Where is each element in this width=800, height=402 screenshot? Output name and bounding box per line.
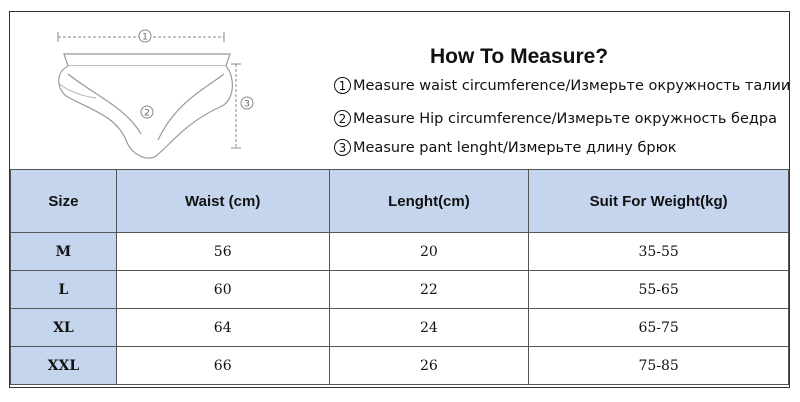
length-cell: 24 [329,309,529,347]
table-row [11,347,789,385]
step-number-badge: 1 [334,77,351,94]
instruction-text: Measure waist circumference/Измерьте окружность талии [353,77,791,94]
weight-cell: 55-65 [529,271,789,309]
page-title: How To Measure? [430,45,609,68]
how-to-measure-panel [10,12,789,170]
length-cell: 26 [329,347,529,385]
weight-cell: 65-75 [529,309,789,347]
instruction-length [334,139,677,156]
waist-cell: 60 [116,271,329,309]
weight-cell: 75-85 [529,347,789,385]
waist-cell: 64 [116,309,329,347]
table-row [11,233,789,271]
instruction-hip [334,110,777,127]
size-chart-frame [9,11,790,388]
table-row [11,271,789,309]
column-header-waist: Waist (cm) [116,170,329,233]
briefs-measurement-diagram [46,22,266,167]
column-header-length: Lenght(cm) [329,170,529,233]
length-cell: 20 [329,233,529,271]
size-cell: XXL [11,347,117,385]
column-header-size: Size [11,170,117,233]
size-chart-table [10,169,789,385]
step-number-badge: 3 [334,139,351,156]
instruction-waist [334,77,790,94]
length-cell: 22 [329,271,529,309]
marker-3-label: 3 [244,99,250,110]
marker-2-label: 2 [144,108,150,119]
instruction-text: Measure pant lenght/Измерьте длину брюк [353,139,677,156]
instruction-text: Measure Hip circumference/Измерьте окружность бедра [353,110,777,127]
length-measure-line [231,64,241,148]
table-row [11,309,789,347]
size-cell: L [11,271,117,309]
waist-cell: 66 [116,347,329,385]
column-header-weight: Suit For Weight(kg) [529,170,789,233]
step-number-badge: 2 [334,110,351,127]
marker-1-label: 1 [142,32,148,43]
table-header-row [11,170,789,233]
weight-cell: 35-55 [529,233,789,271]
size-cell: M [11,233,117,271]
waist-cell: 56 [116,233,329,271]
size-cell: XL [11,309,117,347]
